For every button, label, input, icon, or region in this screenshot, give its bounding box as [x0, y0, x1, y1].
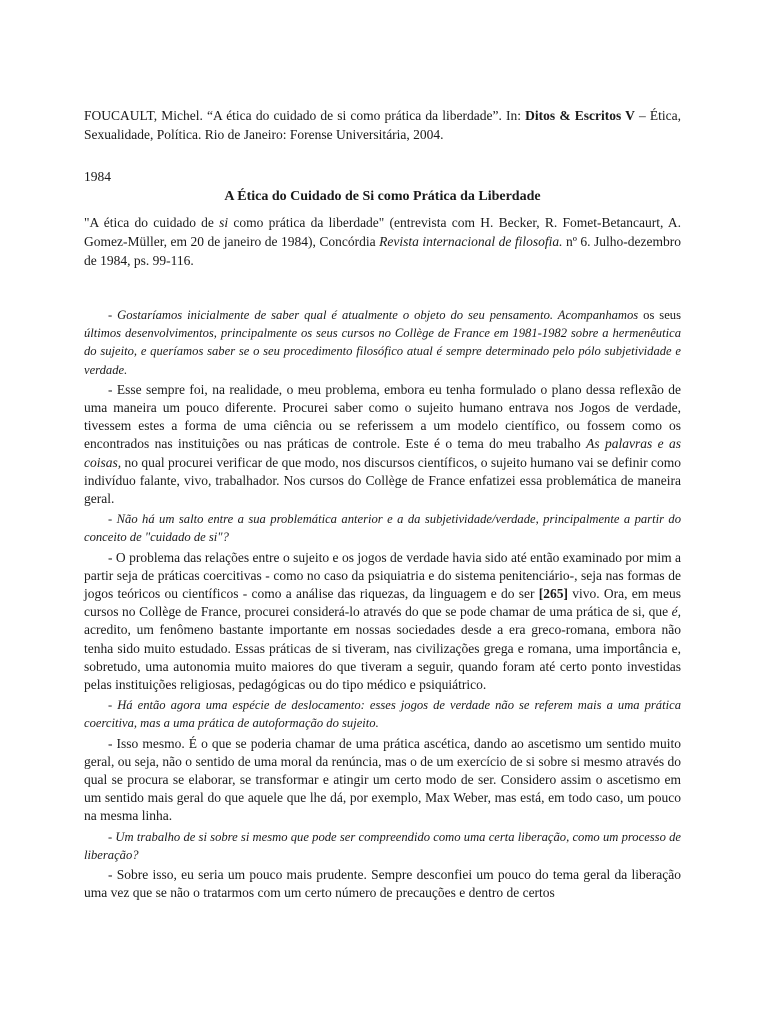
source-italic: si: [219, 215, 229, 230]
answer-text: - O problema das relações entre o sujeito e os jogos de verdade havia sido até então examinado por mim a partir seja de práticas coercitivas - como no caso da psiquiatria e do sistema penitenciário-, seja nas formas de jogos teóricos ou científicos - como a análise das riquezas, da linguagem e do ser: [84, 549, 681, 602]
journal-name: Revista internacional de filosofia.: [379, 234, 563, 249]
reference-rest: – Ética, Sexualidade, Política. Rio de Janeiro: Forense Universitária, 2004.: [84, 108, 682, 142]
question-text: últimos desenvolvimentos, principalmente os seus cursos no Collège de France em 1981-1982 sobre a hermenêutica do sujeito, e queríamos saber se o seu procedimento filosófico atual é sempre determinado pelo pólo subjetividade e verdade.: [84, 326, 681, 377]
question-text: - Gostaríamos inicialmente de saber qual é atualmente o objeto do seu pensamento. Acompanhamos: [108, 308, 644, 322]
page-marker: [265]: [538, 586, 568, 602]
source-note: [84, 213, 681, 270]
source-text: "A ética do cuidado de: [84, 215, 220, 230]
year: 1984: [84, 169, 111, 184]
source-text: nº 6. Julho-dezembro de 1984, ps. 99-116.: [84, 234, 681, 268]
bibliographic-reference: [84, 106, 681, 144]
question-1: [84, 306, 681, 379]
book-title: As palavras e as coisas,: [84, 436, 682, 470]
reference-author: FOUCAULT, Michel.: [84, 108, 208, 123]
source-text: como prática da liberdade" (entrevista com H. Becker, R. Fomet-Betancaurt, A. Gomez-Müller, em 20 de janeiro de 1984), Concórdia: [84, 215, 681, 249]
question-upright-text: os seus: [643, 308, 681, 322]
answer-text: - Esse sempre foi, na realidade, o meu problema, embora eu tenha formulado o plano dessa reflexão de uma maneira um pouco diferente. Procurei saber como o sujeito humano entrava nos Jogos de verdade, tivessem estes a forma de uma ciência ou se referissem a um modelo científico, ou fossem como os encontrados nas instituições ou nas práticas de controle. Este é o tema do meu trabalho: [84, 381, 681, 452]
interview-body: [84, 306, 681, 903]
question-4: - Um trabalho de si sobre si mesmo que pode ser compreendido como uma certa liberação, como um processo de liberação?: [84, 829, 681, 862]
question-2: - Não há um salto entre a sua problemática anterior e a da subjetividade/verdade, principalmente a partir do conceito de "cuidado de si"?: [84, 512, 681, 545]
answer-italic: é,: [671, 604, 681, 620]
answer-4: - Sobre isso, eu seria um pouco mais prudente. Sempre desconfiei um pouco do tema geral da liberação uma vez que se não o tratarmos com um certo número de precauções e dentro de certos: [84, 867, 681, 901]
article-title: A Ética do Cuidado de Si como Prática da Liberdade: [224, 189, 541, 204]
answer-2: [84, 549, 681, 695]
reference-book: Ditos & Escritos V: [525, 108, 635, 123]
answer-text: vivo. Ora, em meus cursos no Collège de France, procurei considerá-lo através do que se pode chamar de uma prática de si, que: [84, 586, 681, 620]
answer-1: [84, 381, 681, 508]
answer-text: no qual procurei verificar de que modo, nos discursos científicos, o sujeito humano vai se definir como indivíduo falante, vivo, trabalhador. Nos cursos do Collège de France enfatizei essa problemática de maneira geral.: [84, 454, 681, 507]
question-3: - Há então agora uma espécie de deslocamento: esses jogos de verdade não se referem mais a uma prática coercitiva, mas a uma prática de autoformação do sujeito.: [84, 698, 681, 731]
answer-3: - Isso mesmo. É o que se poderia chamar de uma prática ascética, dando ao ascetismo um sentido muito geral, ou seja, não o sentido de uma moral da renúncia, mas o de um exercício de si sobre si mesmo através do qual se procura se elaborar, se transformar e atingir um certo modo de ser. Considero assim o ascetismo em um sentido mais geral do que aquele que lhe dá, por exemplo, Max Weber, mas está, em todo caso, um pouco na mesma linha.: [84, 735, 681, 824]
reference-title: “A ética do cuidado de si como prática da liberdade”. In:: [207, 108, 526, 123]
answer-text: acredito, um fenômeno bastante importante em nossas sociedades desde a era greco-romana, embora não tenha sido muito estudado. Essas práticas de si tiveram, nas civilizações grega e romana, uma importância e, sobretudo, uma autonomia muito maiores do que tiveram a seguir, quando foram até certo ponto investidas pelas instituições religiosas, pedagógicas ou do tipo médico e psiquiátrico.: [84, 622, 681, 693]
